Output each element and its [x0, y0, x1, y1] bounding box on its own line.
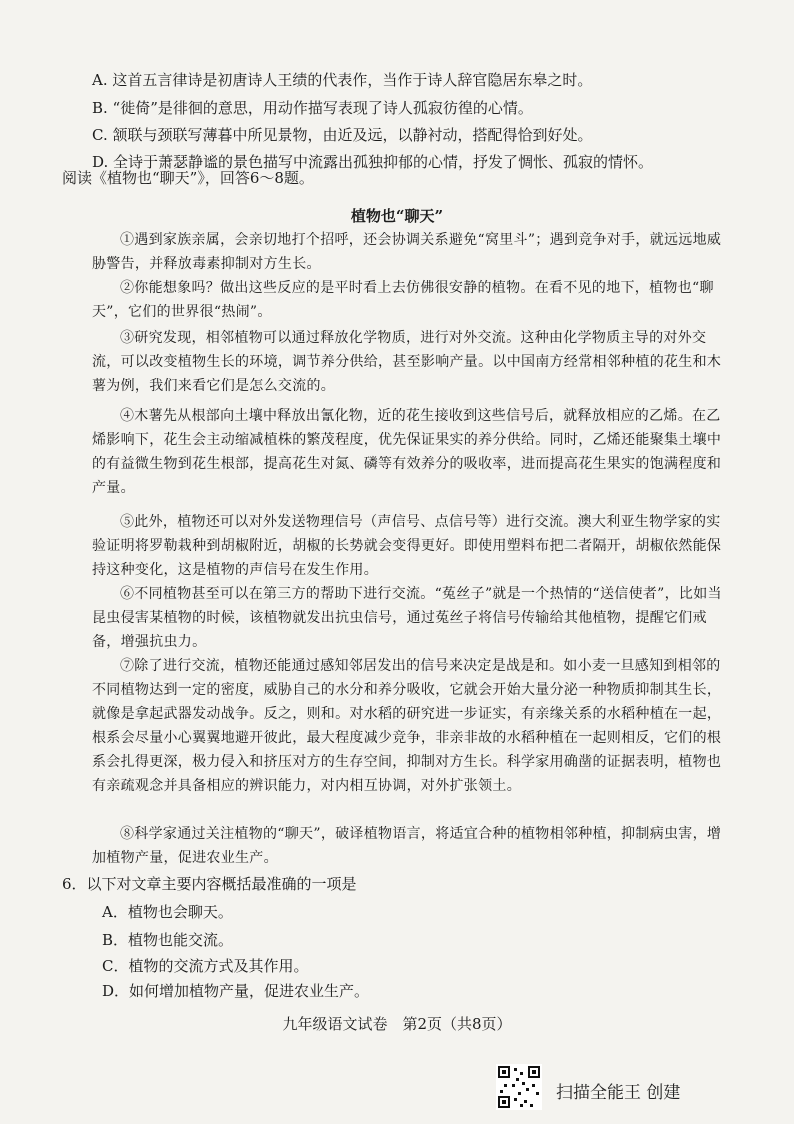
- reading-instruction: 阅读《植物也“聊天”》，回答6～8题。: [62, 169, 314, 187]
- q5-option-d: D. 全诗于萧瑟静谧的景色描写中流露出孤独抑郁的心情，抒发了惆怅、孤寂的情怀。: [92, 153, 654, 171]
- question-6-option-a: A．植物也会聊天。: [102, 903, 233, 921]
- paragraph-2: ②你能想象吗？做出这些反应的是平时看上去仿佛很安静的植物。在看不见的地下，植物也“聊天”，它们的世界很“热闹”。: [92, 280, 714, 320]
- question-6-stem: 6．以下对文章主要内容概括最准确的一项是: [62, 875, 357, 893]
- q5-option-a: A. 这首五言律诗是初唐诗人王绩的代表作，当作于诗人辞官隐居东皋之时。: [92, 71, 593, 89]
- scanner-watermark: 扫描全能王 创建: [556, 1083, 681, 1103]
- paragraph-3: ③研究发现，相邻植物可以通过释放化学物质，进行对外交流。这种由化学物质主导的对外交流，可以改变植物生长的环境，调节养分供给，甚至影响产量。以中国南方经常相邻种植的花生和木薯为例，我们来看它们是怎么交流的。: [92, 330, 722, 394]
- page-footer: 九年级语文试卷 第2页（共8页）: [282, 1015, 512, 1033]
- question-6-option-b: B．植物也能交流。: [102, 931, 234, 949]
- article-title: 植物也“聊天”: [350, 207, 444, 225]
- paragraph-5: ⑤此外，植物还可以对外发送物理信号（声信号、点信号等）进行交流。澳大利亚生物学家的实验证明将罗勒栽种到胡椒附近，胡椒的长势就会变得更好。即使用塑料布把二者隔开，胡椒依然能保持这种变化，这是植物的声信号在发生作用。: [92, 514, 722, 578]
- paragraph-7: ⑦除了进行交流，植物还能通过感知邻居发出的信号来决定是战是和。如小麦一旦感知到相邻的不同植物达到一定的密度，威胁自己的水分和养分吸收，它就会开始大量分泌一种物质抑制其生长，就像是拿起武器发动战争。反之，则和。对水稻的研究进一步证实，有亲缘关系的水稻种植在一起，根系会尽量小心翼翼地避开彼此，最大程度减少竞争，非亲非故的水稻种植在一起则相反，它们的根系会扎得更深，极力侵入和挤压对方的生存空间，抑制对方生长。科学家用确凿的证据表明，植物也有亲疏观念并具备相应的辨识能力，对内相互协调，对外扩张领土。: [92, 658, 722, 794]
- question-6-option-d: D．如何增加植物产量，促进农业生产。: [102, 982, 370, 1000]
- q5-option-b: B. “徙倚”是徘徊的意思，用动作描写表现了诗人孤寂彷徨的心情。: [92, 99, 533, 117]
- qr-code-icon: [496, 1064, 542, 1110]
- question-6-option-c: C．植物的交流方式及其作用。: [102, 957, 309, 975]
- paragraph-6: ⑥不同植物甚至可以在第三方的帮助下进行交流。“菟丝子”就是一个热情的“送信使者”，比如当昆虫侵害某植物的时候，该植物就发出抗虫信号，通过菟丝子将信号传输给其他植物，提醒它们戒备，增强抗虫力。: [92, 586, 722, 650]
- q5-option-c: C. 颔联与颈联写薄暮中所见景物，由近及远，以静衬动，搭配得恰到好处。: [92, 126, 593, 144]
- paragraph-1: ①遇到家族亲属，会亲切地打个招呼，还会协调关系避免“窝里斗”；遇到竞争对手，就远远地威胁警告，并释放毒素抑制对方生长。: [92, 232, 722, 272]
- paragraph-4: ④木薯先从根部向土壤中释放出氰化物，近的花生接收到这些信号后，就释放相应的乙烯。在乙烯影响下，花生会主动缩减植株的繁茂程度，优先保证果实的养分供给。同时，乙烯还能聚集土壤中的有益微生物到花生根部，提高花生对氮、磷等有效养分的吸收率，进而提高花生果实的饱满程度和产量。: [92, 408, 722, 496]
- paragraph-8: ⑧科学家通过关注植物的“聊天”，破译植物语言，将适宜合种的植物相邻种植，抑制病虫害，增加植物产量，促进农业生产。: [92, 826, 722, 866]
